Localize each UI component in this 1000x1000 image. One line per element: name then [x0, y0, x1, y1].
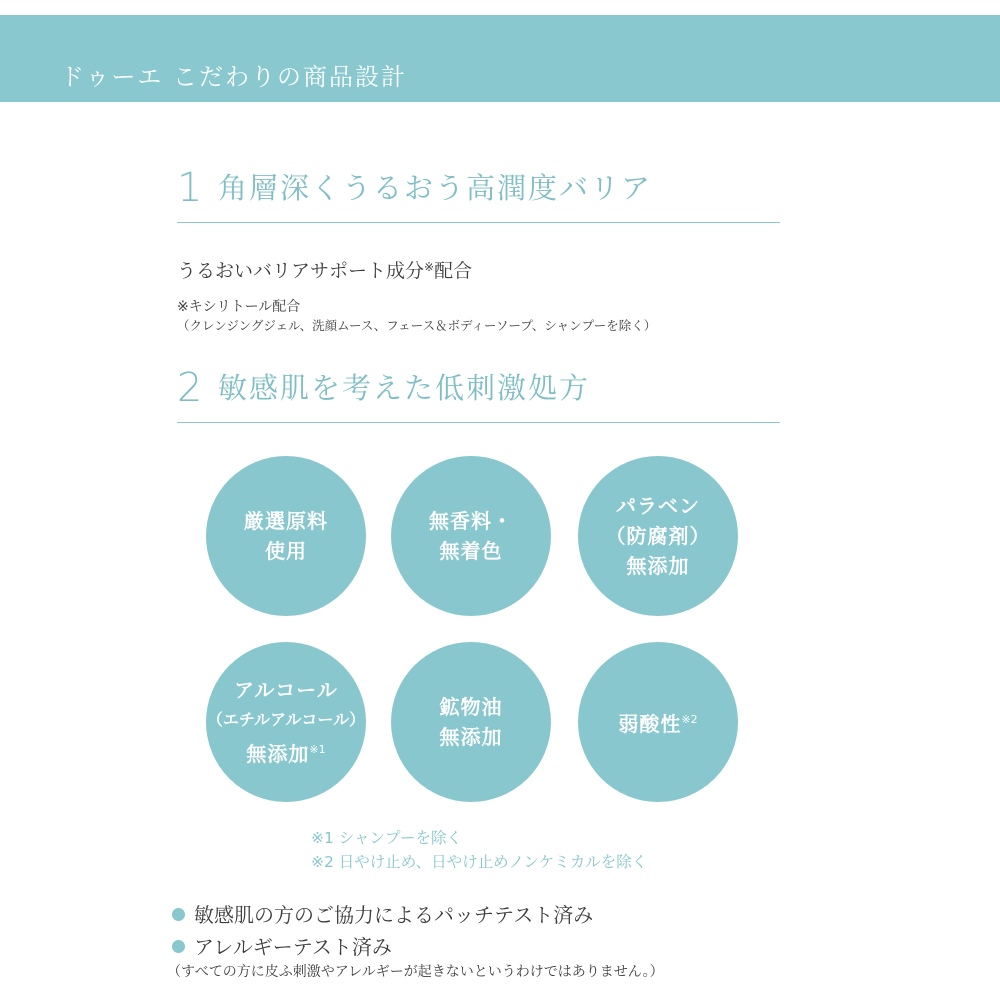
- section-1-lead: [177, 256, 472, 283]
- section-1-note-ingredient: ※キシリトール配合: [177, 299, 301, 315]
- section-2-number: 2: [177, 365, 203, 411]
- feature-circle-line: 弱酸性: [618, 712, 682, 736]
- test-item-label: アレルギーテスト済み: [194, 935, 392, 959]
- footnote-2: ※2 日やけ止め、日やけ止めノンケミカルを除く: [311, 853, 648, 871]
- feature-circle-line: 無香料・: [429, 509, 513, 533]
- test-item-patch: [172, 899, 593, 928]
- feature-circle-mineral-oil-free: [391, 642, 551, 802]
- section-2-title: 敏感肌を考えた低刺激処方: [218, 371, 591, 405]
- section-1-lead-mark: ※: [424, 260, 435, 274]
- section-1-note-exclusions: （クレンジングジェル、洗顔ムース、フェース＆ボディーソープ、シャンプーを除く）: [177, 318, 657, 333]
- section-1-lead-text: うるおいバリアサポート成分: [177, 260, 425, 282]
- feature-circle-line: 無添加: [626, 554, 690, 578]
- section-2-heading: [177, 366, 780, 410]
- feature-circle-fragrance-color-free: [391, 456, 551, 616]
- feature-circle-paraben-free: [578, 456, 738, 616]
- bullet-dot-icon: [172, 908, 185, 921]
- section-1-lead-suffix: 配合: [434, 260, 473, 282]
- feature-circle-line-with-mark: [246, 735, 325, 769]
- feature-circle-weakly-acidic: [578, 642, 738, 802]
- feature-circle-selected-ingredients: [206, 456, 366, 616]
- feature-circle-line: 無添加: [439, 725, 503, 749]
- feature-circle-line: パラベン: [616, 494, 700, 518]
- page-title: ドゥーエ こだわりの商品設計: [60, 63, 408, 91]
- feature-circle-line: 無添加: [246, 742, 310, 766]
- section-1-divider: [177, 222, 780, 223]
- section-1-number: 1: [177, 165, 203, 211]
- feature-circle-alcohol-free: [206, 642, 366, 802]
- footnote-mark: ※1: [309, 743, 326, 756]
- feature-circle-line: 使用: [265, 539, 307, 563]
- section-1-heading: [177, 166, 780, 210]
- feature-circle-line-with-mark: [618, 705, 697, 739]
- test-item-label: 敏感肌の方のご協力によるパッチテスト済み: [194, 903, 594, 927]
- footnote-mark: ※2: [681, 713, 698, 726]
- disclaimer-note: （すべての方に皮ふ刺激やアレルギーが起きないというわけではありません。）: [167, 964, 664, 980]
- feature-circle-line: 厳選原料: [244, 509, 328, 533]
- test-item-allergy: [172, 931, 392, 960]
- feature-circle-line: 鉱物油: [439, 695, 503, 719]
- bullet-dot-icon: [172, 940, 185, 953]
- section-2-divider: [177, 422, 780, 423]
- feature-circle-line: （エチルアルコール）: [206, 710, 366, 729]
- feature-circle-line: 無着色: [439, 539, 503, 563]
- footnote-1: ※1 シャンプーを除く: [311, 829, 463, 847]
- section-1-title: 角層深くうるおう高潤度バリア: [218, 171, 653, 205]
- feature-circle-line: アルコール: [234, 678, 338, 702]
- feature-circle-line: （防腐剤）: [605, 524, 711, 548]
